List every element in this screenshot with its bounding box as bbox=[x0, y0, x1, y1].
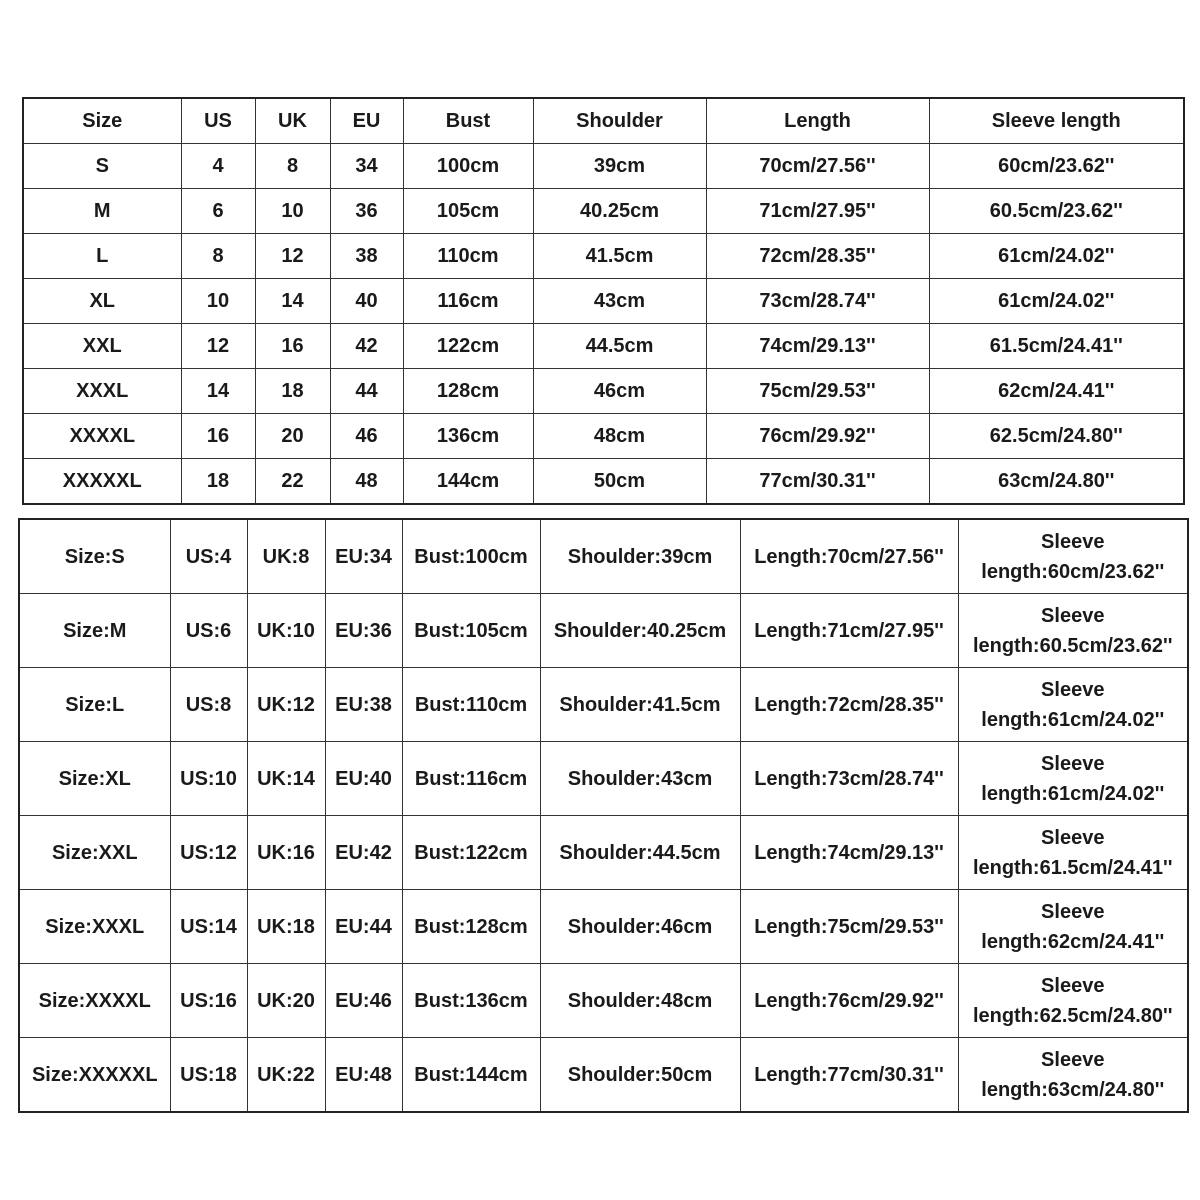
table-cell: 44 bbox=[330, 369, 403, 414]
table-cell: 10 bbox=[181, 279, 255, 324]
table-cell: 116cm bbox=[403, 279, 533, 324]
table-cell: 4 bbox=[181, 144, 255, 189]
table-cell: 100cm bbox=[403, 144, 533, 189]
sleeve-length-line: length:61cm/24.02'' bbox=[981, 782, 1165, 805]
table-row bbox=[23, 189, 1184, 234]
table-cell: Size:S bbox=[19, 519, 170, 594]
sleeve-length-line: Sleeve bbox=[1041, 900, 1105, 923]
table-cell: US:18 bbox=[170, 1038, 247, 1113]
table-cell: UK:10 bbox=[247, 594, 325, 668]
table-cell: UK:16 bbox=[247, 816, 325, 890]
table-cell: 76cm/29.92'' bbox=[706, 414, 929, 459]
table-cell: Shoulder:44.5cm bbox=[540, 816, 740, 890]
table-cell: US:8 bbox=[170, 668, 247, 742]
table-cell: 122cm bbox=[403, 324, 533, 369]
table-cell: UK:18 bbox=[247, 890, 325, 964]
table-cell: 12 bbox=[181, 324, 255, 369]
table-row bbox=[19, 816, 1188, 890]
sleeve-length-cell bbox=[958, 964, 1188, 1038]
table-row bbox=[19, 742, 1188, 816]
table-cell: 16 bbox=[255, 324, 330, 369]
table-cell: 46cm bbox=[533, 369, 706, 414]
table-cell: Bust:136cm bbox=[402, 964, 540, 1038]
table-cell: 72cm/28.35'' bbox=[706, 234, 929, 279]
table-row bbox=[23, 234, 1184, 279]
sleeve-length-line: length:60.5cm/23.62'' bbox=[972, 634, 1173, 657]
table-cell: 61cm/24.02'' bbox=[929, 279, 1184, 324]
table-cell: Length:70cm/27.56'' bbox=[740, 519, 958, 594]
table-cell: Length:71cm/27.95'' bbox=[740, 594, 958, 668]
table-row bbox=[19, 1038, 1188, 1113]
table-cell: 128cm bbox=[403, 369, 533, 414]
table-cell: S bbox=[23, 144, 181, 189]
table-row bbox=[23, 369, 1184, 414]
table-cell: XXXL bbox=[23, 369, 181, 414]
table-cell: Size:XXXL bbox=[19, 890, 170, 964]
column-header: UK bbox=[255, 98, 330, 144]
table-row bbox=[23, 324, 1184, 369]
table-row bbox=[23, 459, 1184, 505]
table-cell: Size:L bbox=[19, 668, 170, 742]
table-cell: Shoulder:41.5cm bbox=[540, 668, 740, 742]
table-cell: 144cm bbox=[403, 459, 533, 505]
table-cell: EU:48 bbox=[325, 1038, 402, 1113]
table-cell: 43cm bbox=[533, 279, 706, 324]
column-header: Bust bbox=[403, 98, 533, 144]
table-cell: 36 bbox=[330, 189, 403, 234]
sleeve-length-line: Sleeve bbox=[1041, 678, 1105, 701]
table-cell: 105cm bbox=[403, 189, 533, 234]
sleeve-length-line: length:62.5cm/24.80'' bbox=[972, 1004, 1173, 1027]
table-cell: 61cm/24.02'' bbox=[929, 234, 1184, 279]
table-cell: 50cm bbox=[533, 459, 706, 505]
table-cell: Bust:110cm bbox=[402, 668, 540, 742]
table-cell: UK:20 bbox=[247, 964, 325, 1038]
table-cell: 136cm bbox=[403, 414, 533, 459]
table-cell: 18 bbox=[181, 459, 255, 505]
header-row bbox=[23, 98, 1184, 144]
table-cell: L bbox=[23, 234, 181, 279]
sleeve-length-cell bbox=[958, 742, 1188, 816]
table-cell: 44.5cm bbox=[533, 324, 706, 369]
size-chart-labeled-table bbox=[18, 518, 1189, 1113]
table-cell: 8 bbox=[255, 144, 330, 189]
table-cell: 14 bbox=[255, 279, 330, 324]
sleeve-length-line: length:61cm/24.02'' bbox=[981, 708, 1165, 731]
table-cell: Bust:122cm bbox=[402, 816, 540, 890]
table-cell: Size:XXL bbox=[19, 816, 170, 890]
column-header: Size bbox=[23, 98, 181, 144]
sleeve-length-cell bbox=[958, 890, 1188, 964]
table-cell: XL bbox=[23, 279, 181, 324]
sleeve-length-line: length:62cm/24.41'' bbox=[981, 930, 1165, 953]
table-cell: 62.5cm/24.80'' bbox=[929, 414, 1184, 459]
table-cell: 39cm bbox=[533, 144, 706, 189]
table-cell: EU:38 bbox=[325, 668, 402, 742]
table-cell: Bust:144cm bbox=[402, 1038, 540, 1113]
table-cell: Size:XXXXXL bbox=[19, 1038, 170, 1113]
column-header: Sleeve length bbox=[929, 98, 1184, 144]
sleeve-length-line: length:60cm/23.62'' bbox=[981, 560, 1165, 583]
table-cell: 8 bbox=[181, 234, 255, 279]
table-cell: Size:XXXXL bbox=[19, 964, 170, 1038]
table-cell: UK:8 bbox=[247, 519, 325, 594]
table-cell: XXL bbox=[23, 324, 181, 369]
table-cell: Length:77cm/30.31'' bbox=[740, 1038, 958, 1113]
table-cell: 60cm/23.62'' bbox=[929, 144, 1184, 189]
sleeve-length-line: Sleeve bbox=[1041, 752, 1105, 775]
table-cell: 60.5cm/23.62'' bbox=[929, 189, 1184, 234]
table-cell: Bust:116cm bbox=[402, 742, 540, 816]
table-cell: 34 bbox=[330, 144, 403, 189]
sleeve-length-cell bbox=[958, 668, 1188, 742]
table-cell: Size:M bbox=[19, 594, 170, 668]
table-row bbox=[23, 144, 1184, 189]
table-cell: Shoulder:48cm bbox=[540, 964, 740, 1038]
table-cell: 48cm bbox=[533, 414, 706, 459]
table-cell: Bust:100cm bbox=[402, 519, 540, 594]
table-row bbox=[23, 414, 1184, 459]
size-chart-labeled-body bbox=[19, 519, 1188, 1112]
table-cell: Length:73cm/28.74'' bbox=[740, 742, 958, 816]
table-cell: 40.25cm bbox=[533, 189, 706, 234]
column-header: EU bbox=[330, 98, 403, 144]
table-row bbox=[23, 279, 1184, 324]
table-row bbox=[19, 594, 1188, 668]
table-cell: UK:12 bbox=[247, 668, 325, 742]
table-cell: UK:22 bbox=[247, 1038, 325, 1113]
table-cell: US:4 bbox=[170, 519, 247, 594]
table-cell: Shoulder:46cm bbox=[540, 890, 740, 964]
table-cell: US:16 bbox=[170, 964, 247, 1038]
table-cell: 38 bbox=[330, 234, 403, 279]
table-cell: 6 bbox=[181, 189, 255, 234]
table-cell: US:10 bbox=[170, 742, 247, 816]
table-cell: Shoulder:43cm bbox=[540, 742, 740, 816]
sleeve-length-cell bbox=[958, 1038, 1188, 1113]
table-cell: EU:46 bbox=[325, 964, 402, 1038]
table-cell: EU:44 bbox=[325, 890, 402, 964]
column-header: Length bbox=[706, 98, 929, 144]
table-cell: 70cm/27.56'' bbox=[706, 144, 929, 189]
sleeve-length-line: length:63cm/24.80'' bbox=[981, 1078, 1165, 1101]
table-cell: 62cm/24.41'' bbox=[929, 369, 1184, 414]
table-cell: Shoulder:50cm bbox=[540, 1038, 740, 1113]
table-cell: 42 bbox=[330, 324, 403, 369]
table-cell: EU:34 bbox=[325, 519, 402, 594]
table-cell: M bbox=[23, 189, 181, 234]
table-cell: XXXXL bbox=[23, 414, 181, 459]
table-cell: 20 bbox=[255, 414, 330, 459]
column-header: US bbox=[181, 98, 255, 144]
table-cell: 75cm/29.53'' bbox=[706, 369, 929, 414]
table-cell: 77cm/30.31'' bbox=[706, 459, 929, 505]
table-cell: Bust:105cm bbox=[402, 594, 540, 668]
sleeve-length-line: Sleeve bbox=[1041, 826, 1105, 849]
table-cell: EU:36 bbox=[325, 594, 402, 668]
table-cell: 71cm/27.95'' bbox=[706, 189, 929, 234]
table-cell: 48 bbox=[330, 459, 403, 505]
table-cell: Length:72cm/28.35'' bbox=[740, 668, 958, 742]
sleeve-length-cell bbox=[958, 594, 1188, 668]
table-cell: 12 bbox=[255, 234, 330, 279]
table-cell: Size:XL bbox=[19, 742, 170, 816]
table-cell: Length:76cm/29.92'' bbox=[740, 964, 958, 1038]
column-header: Shoulder bbox=[533, 98, 706, 144]
sleeve-length-line: Sleeve bbox=[1041, 974, 1105, 997]
table-row bbox=[19, 519, 1188, 594]
table-cell: Length:74cm/29.13'' bbox=[740, 816, 958, 890]
table-cell: 40 bbox=[330, 279, 403, 324]
table-cell: Shoulder:40.25cm bbox=[540, 594, 740, 668]
sleeve-length-line: length:61.5cm/24.41'' bbox=[972, 856, 1173, 879]
table-cell: EU:40 bbox=[325, 742, 402, 816]
table-cell: 41.5cm bbox=[533, 234, 706, 279]
table-row bbox=[19, 668, 1188, 742]
table-cell: 74cm/29.13'' bbox=[706, 324, 929, 369]
table-cell: EU:42 bbox=[325, 816, 402, 890]
sleeve-length-line: Sleeve bbox=[1041, 604, 1105, 627]
table-cell: Bust:128cm bbox=[402, 890, 540, 964]
table-cell: 73cm/28.74'' bbox=[706, 279, 929, 324]
table-cell: 14 bbox=[181, 369, 255, 414]
sleeve-length-cell bbox=[958, 816, 1188, 890]
table-cell: Shoulder:39cm bbox=[540, 519, 740, 594]
table-cell: 18 bbox=[255, 369, 330, 414]
sleeve-length-line: Sleeve bbox=[1041, 1048, 1105, 1071]
table-cell: XXXXXL bbox=[23, 459, 181, 505]
table-cell: 46 bbox=[330, 414, 403, 459]
table-row bbox=[19, 964, 1188, 1038]
table-cell: 16 bbox=[181, 414, 255, 459]
table-cell: 63cm/24.80'' bbox=[929, 459, 1184, 505]
table-cell: 10 bbox=[255, 189, 330, 234]
table-cell: US:6 bbox=[170, 594, 247, 668]
table-cell: US:14 bbox=[170, 890, 247, 964]
sleeve-length-line: Sleeve bbox=[1041, 530, 1105, 553]
table-cell: US:12 bbox=[170, 816, 247, 890]
table-cell: 110cm bbox=[403, 234, 533, 279]
table-cell: 22 bbox=[255, 459, 330, 505]
sleeve-length-cell bbox=[958, 519, 1188, 594]
size-chart-body bbox=[23, 98, 1184, 504]
table-cell: Length:75cm/29.53'' bbox=[740, 890, 958, 964]
table-cell: 61.5cm/24.41'' bbox=[929, 324, 1184, 369]
table-cell: UK:14 bbox=[247, 742, 325, 816]
table-row bbox=[19, 890, 1188, 964]
size-chart-table bbox=[22, 97, 1185, 505]
